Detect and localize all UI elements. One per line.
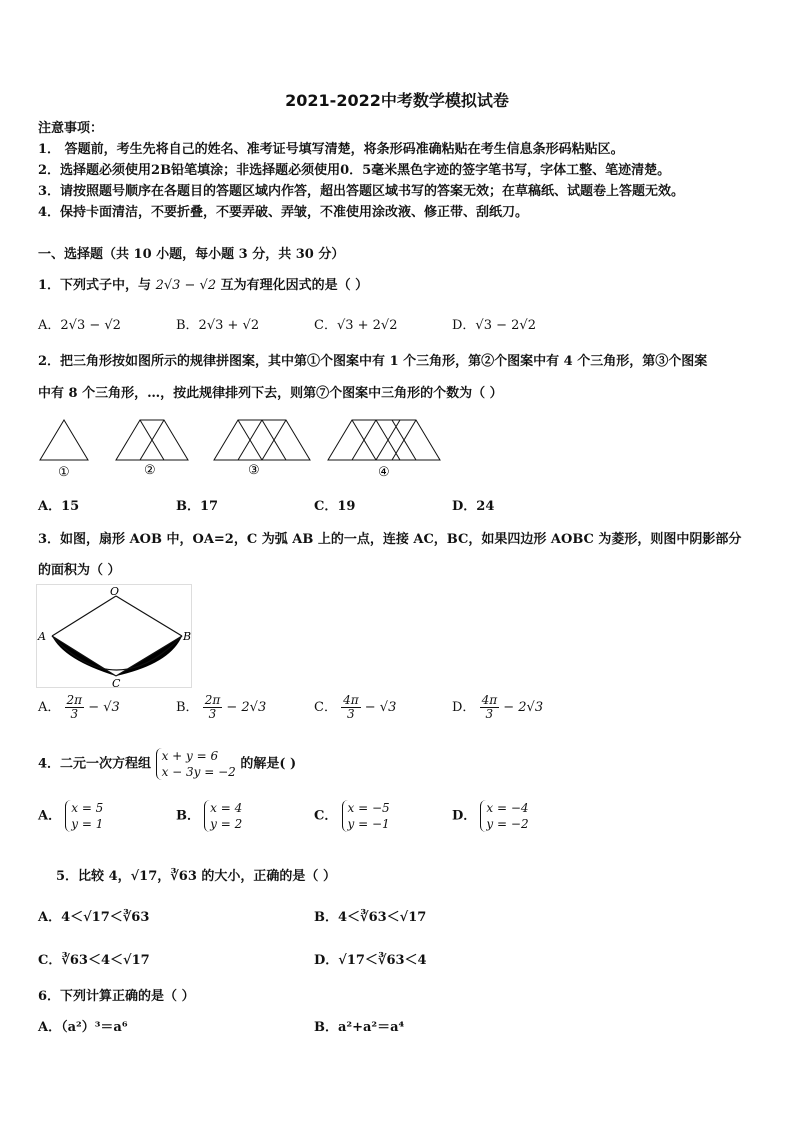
q1-option-a[interactable]: A．2√3 − √2 bbox=[38, 318, 121, 333]
q1-stem bbox=[38, 277, 368, 295]
q1-stem-post: 互为有理化因式的是（ ） bbox=[220, 278, 369, 293]
q3-option-c[interactable]: C． $\frac{4\pi}{3}$ − √3 bbox=[314, 693, 397, 721]
q6-option-a[interactable]: A．（a²）³＝a⁶ bbox=[38, 1020, 128, 1035]
label-o: O bbox=[110, 585, 120, 598]
fig3-shape bbox=[214, 420, 310, 460]
q5-option-c[interactable]: C．∛63＜4＜√17 bbox=[38, 953, 150, 968]
q2-stem-line1: 2．把三角形按如图所示的规律拼图案，其中第①个图案中有 1 个三角形，第②个图案中有 4 个三角形，第③个图案 bbox=[38, 354, 708, 369]
q2-stem-line2: 中有 8 个三角形，…，按此规律排列下去，则第⑦个图案中三角形的个数为（ ） bbox=[38, 386, 503, 401]
q4-option-c[interactable]: C． x = −5 y = −1 bbox=[314, 801, 390, 831]
q4-stem: 4．二元一次方程组 x + y = 6 x − 3y = −2 的解是( ) bbox=[38, 749, 297, 779]
page-title: 2021-2022中考数学模拟试卷 bbox=[285, 91, 509, 110]
q1-option-d[interactable]: D．√3 − 2√2 bbox=[452, 318, 536, 333]
fraction: $\frac{2\pi}{3}$ bbox=[66, 693, 83, 721]
fig2-shape bbox=[116, 420, 188, 460]
q2-triangle-figure bbox=[30, 412, 450, 482]
notes-heading: 注意事项： bbox=[38, 121, 104, 136]
q1-option-c[interactable]: C．√3 + 2√2 bbox=[314, 318, 398, 333]
q2-option-d[interactable]: D．24 bbox=[452, 499, 495, 514]
q3-stem-line2: 的面积为（ ） bbox=[38, 563, 121, 578]
q3-option-d[interactable]: D． $\frac{4\pi}{3}$ − 2√3 bbox=[452, 693, 544, 721]
q1-stem-expr: 2√3 − √2 bbox=[155, 278, 217, 293]
section-heading: 一、选择题（共 10 小题，每小题 3 分，共 30 分） bbox=[38, 247, 345, 262]
q5-option-d[interactable]: D．√17＜∛63＜4 bbox=[314, 953, 427, 968]
q2-option-a[interactable]: A．15 bbox=[38, 499, 80, 514]
fig4-shape bbox=[328, 420, 440, 460]
equation-system: x + y = 6 x − 3y = −2 bbox=[156, 748, 236, 780]
q3-option-b[interactable]: B． $\frac{2\pi}{3}$ − 2√3 bbox=[176, 693, 267, 721]
q3-option-a[interactable]: A． $\frac{2\pi}{3}$ − √3 bbox=[38, 693, 120, 721]
q1-stem-pre: 1．下列式子中，与 bbox=[38, 278, 152, 293]
q4-option-a[interactable]: A． x = 5 y = 1 bbox=[38, 801, 104, 831]
q2-option-c[interactable]: C．19 bbox=[314, 499, 356, 514]
q3-stem-line1: 3．如图，扇形 AOB 中，OA=2，C 为弧 AB 上的一点，连接 AC，BC，如果四边形 AOBC 为菱形，则图中阴影部分 bbox=[38, 532, 742, 547]
label-c: C bbox=[112, 677, 121, 690]
q3-sector-figure bbox=[36, 584, 196, 690]
q5-option-b[interactable]: B．4＜∛63＜√17 bbox=[314, 910, 427, 925]
note-item-1: 1． 答题前，考生先将自己的姓名、准考证号填写清楚，将条形码准确粘贴在考生信息条形码粘贴区。 bbox=[38, 142, 624, 157]
q1-option-b[interactable]: B．2√3 + √2 bbox=[176, 318, 260, 333]
fraction: $\frac{2\pi}{3}$ bbox=[204, 693, 221, 721]
q2-option-b[interactable]: B．17 bbox=[176, 499, 219, 514]
q5-option-a[interactable]: A．4＜√17＜∛63 bbox=[38, 910, 150, 925]
label-b: B bbox=[183, 630, 192, 643]
q6-stem: 6．下列计算正确的是（ ） bbox=[38, 989, 195, 1004]
fraction: $\frac{4\pi}{3}$ bbox=[481, 693, 498, 721]
fig-label-2: ② bbox=[144, 463, 156, 478]
q5-stem: 5．比较 4，√17，∛63 的大小，正确的是（ ） bbox=[56, 869, 336, 884]
note-item-2: 2．选择题必须使用2B铅笔填涂；非选择题必须使用0．5毫米黑色字迹的签字笔书写，字体工整、笔迹清楚。 bbox=[38, 163, 671, 178]
label-a: A bbox=[38, 630, 46, 643]
q4-option-d[interactable]: D． x = −4 y = −2 bbox=[452, 801, 529, 831]
q4-option-b[interactable]: B． x = 4 y = 2 bbox=[176, 801, 243, 831]
q6-option-b[interactable]: B．a²+a²＝a⁴ bbox=[314, 1020, 405, 1035]
fig1-triangle bbox=[40, 420, 88, 460]
fig-label-3: ③ bbox=[248, 463, 260, 478]
fig-label-4: ④ bbox=[378, 465, 390, 480]
note-item-4: 4．保持卡面清洁，不要折叠，不要弄破、弄皱，不准使用涂改液、修正带、刮纸刀。 bbox=[38, 205, 529, 220]
fraction: $\frac{4\pi}{3}$ bbox=[343, 693, 359, 721]
fig-label-1: ① bbox=[58, 465, 70, 480]
note-item-3: 3．请按照题号顺序在各题目的答题区域内作答，超出答题区域书写的答案无效；在草稿纸、试题卷上答题无效。 bbox=[38, 184, 685, 199]
